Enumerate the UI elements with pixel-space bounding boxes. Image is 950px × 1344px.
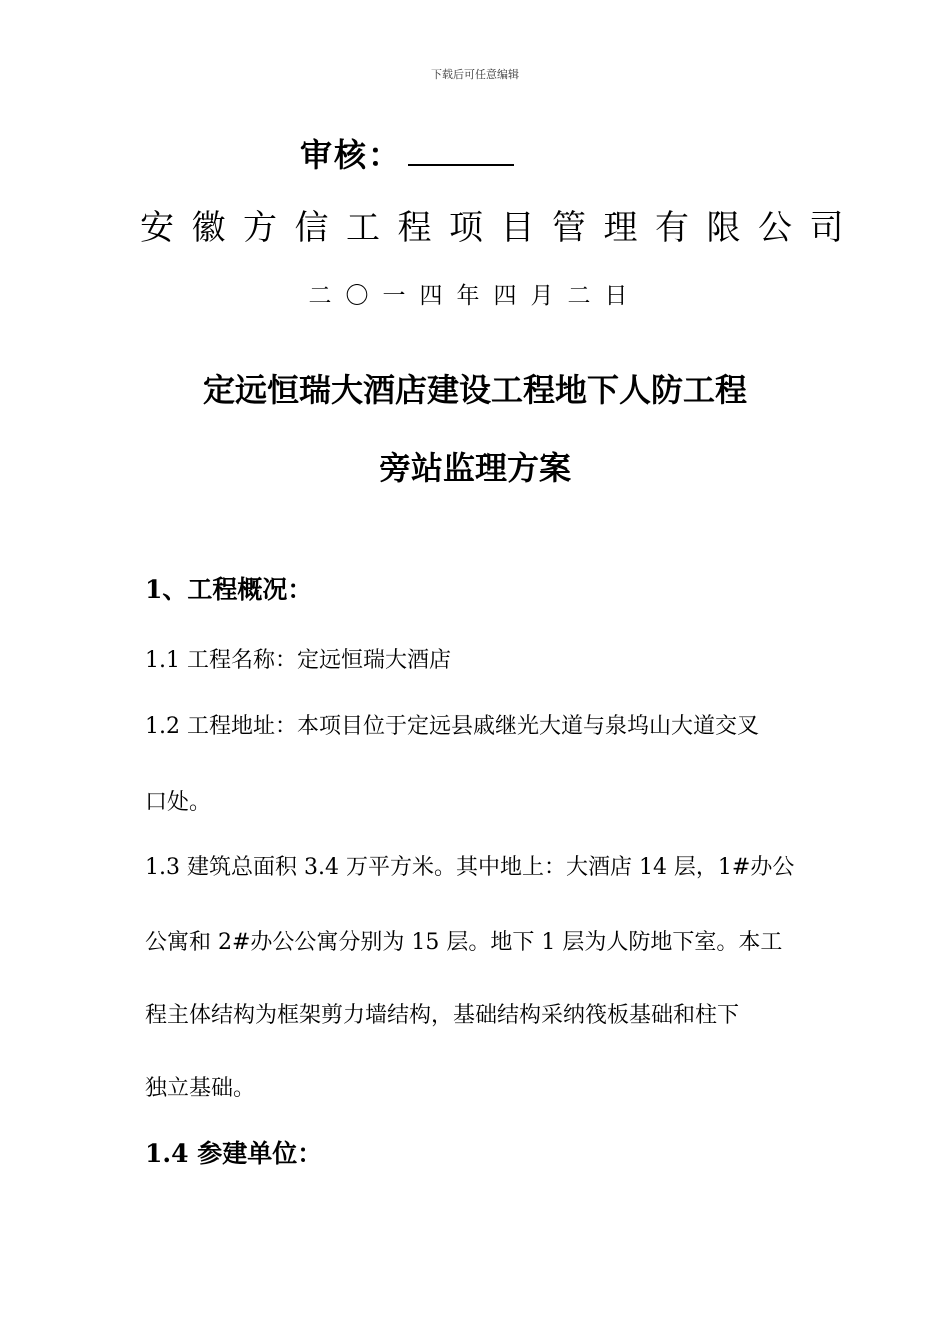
- paragraph-line: 1.2 工程地址：本项目位于定远县戚继光大道与泉坞山大道交叉: [145, 714, 759, 739]
- paragraph-line: 1.3 建筑总面积 3.4 万平方米。其中地上：大酒店 14 层，1#办公: [145, 855, 795, 880]
- subsection-heading: 1.4 参建单位：: [145, 1139, 323, 1168]
- paragraph-line: 程主体结构为框架剪力墙结构，基础结构采纳筏板基础和柱下: [145, 1003, 740, 1028]
- page-header-note: 下载后可任意编辑: [431, 68, 519, 81]
- signature-line: [408, 134, 514, 166]
- review-signature-field: [300, 130, 514, 176]
- company-name: 安徽方信工程项目管理有限公司: [140, 208, 861, 248]
- document-title-line-1: 定远恒瑞大酒店建设工程地下人防工程: [202, 371, 747, 409]
- document-date: 二〇一四年四月二日: [308, 283, 642, 309]
- paragraph-line: 公寓和 2#办公公寓分别为 15 层。地下 1 层为人防地下室。本工: [145, 930, 783, 955]
- review-label: 审核：: [300, 136, 403, 174]
- paragraph-line: 1.1 工程名称：定远恒瑞大酒店: [145, 648, 451, 673]
- document-title-line-2: 旁站监理方案: [378, 449, 571, 487]
- section-heading: 1、工程概况：: [145, 575, 313, 604]
- paragraph-line: 口处。: [145, 790, 212, 815]
- paragraph-line: 独立基础。: [145, 1076, 256, 1101]
